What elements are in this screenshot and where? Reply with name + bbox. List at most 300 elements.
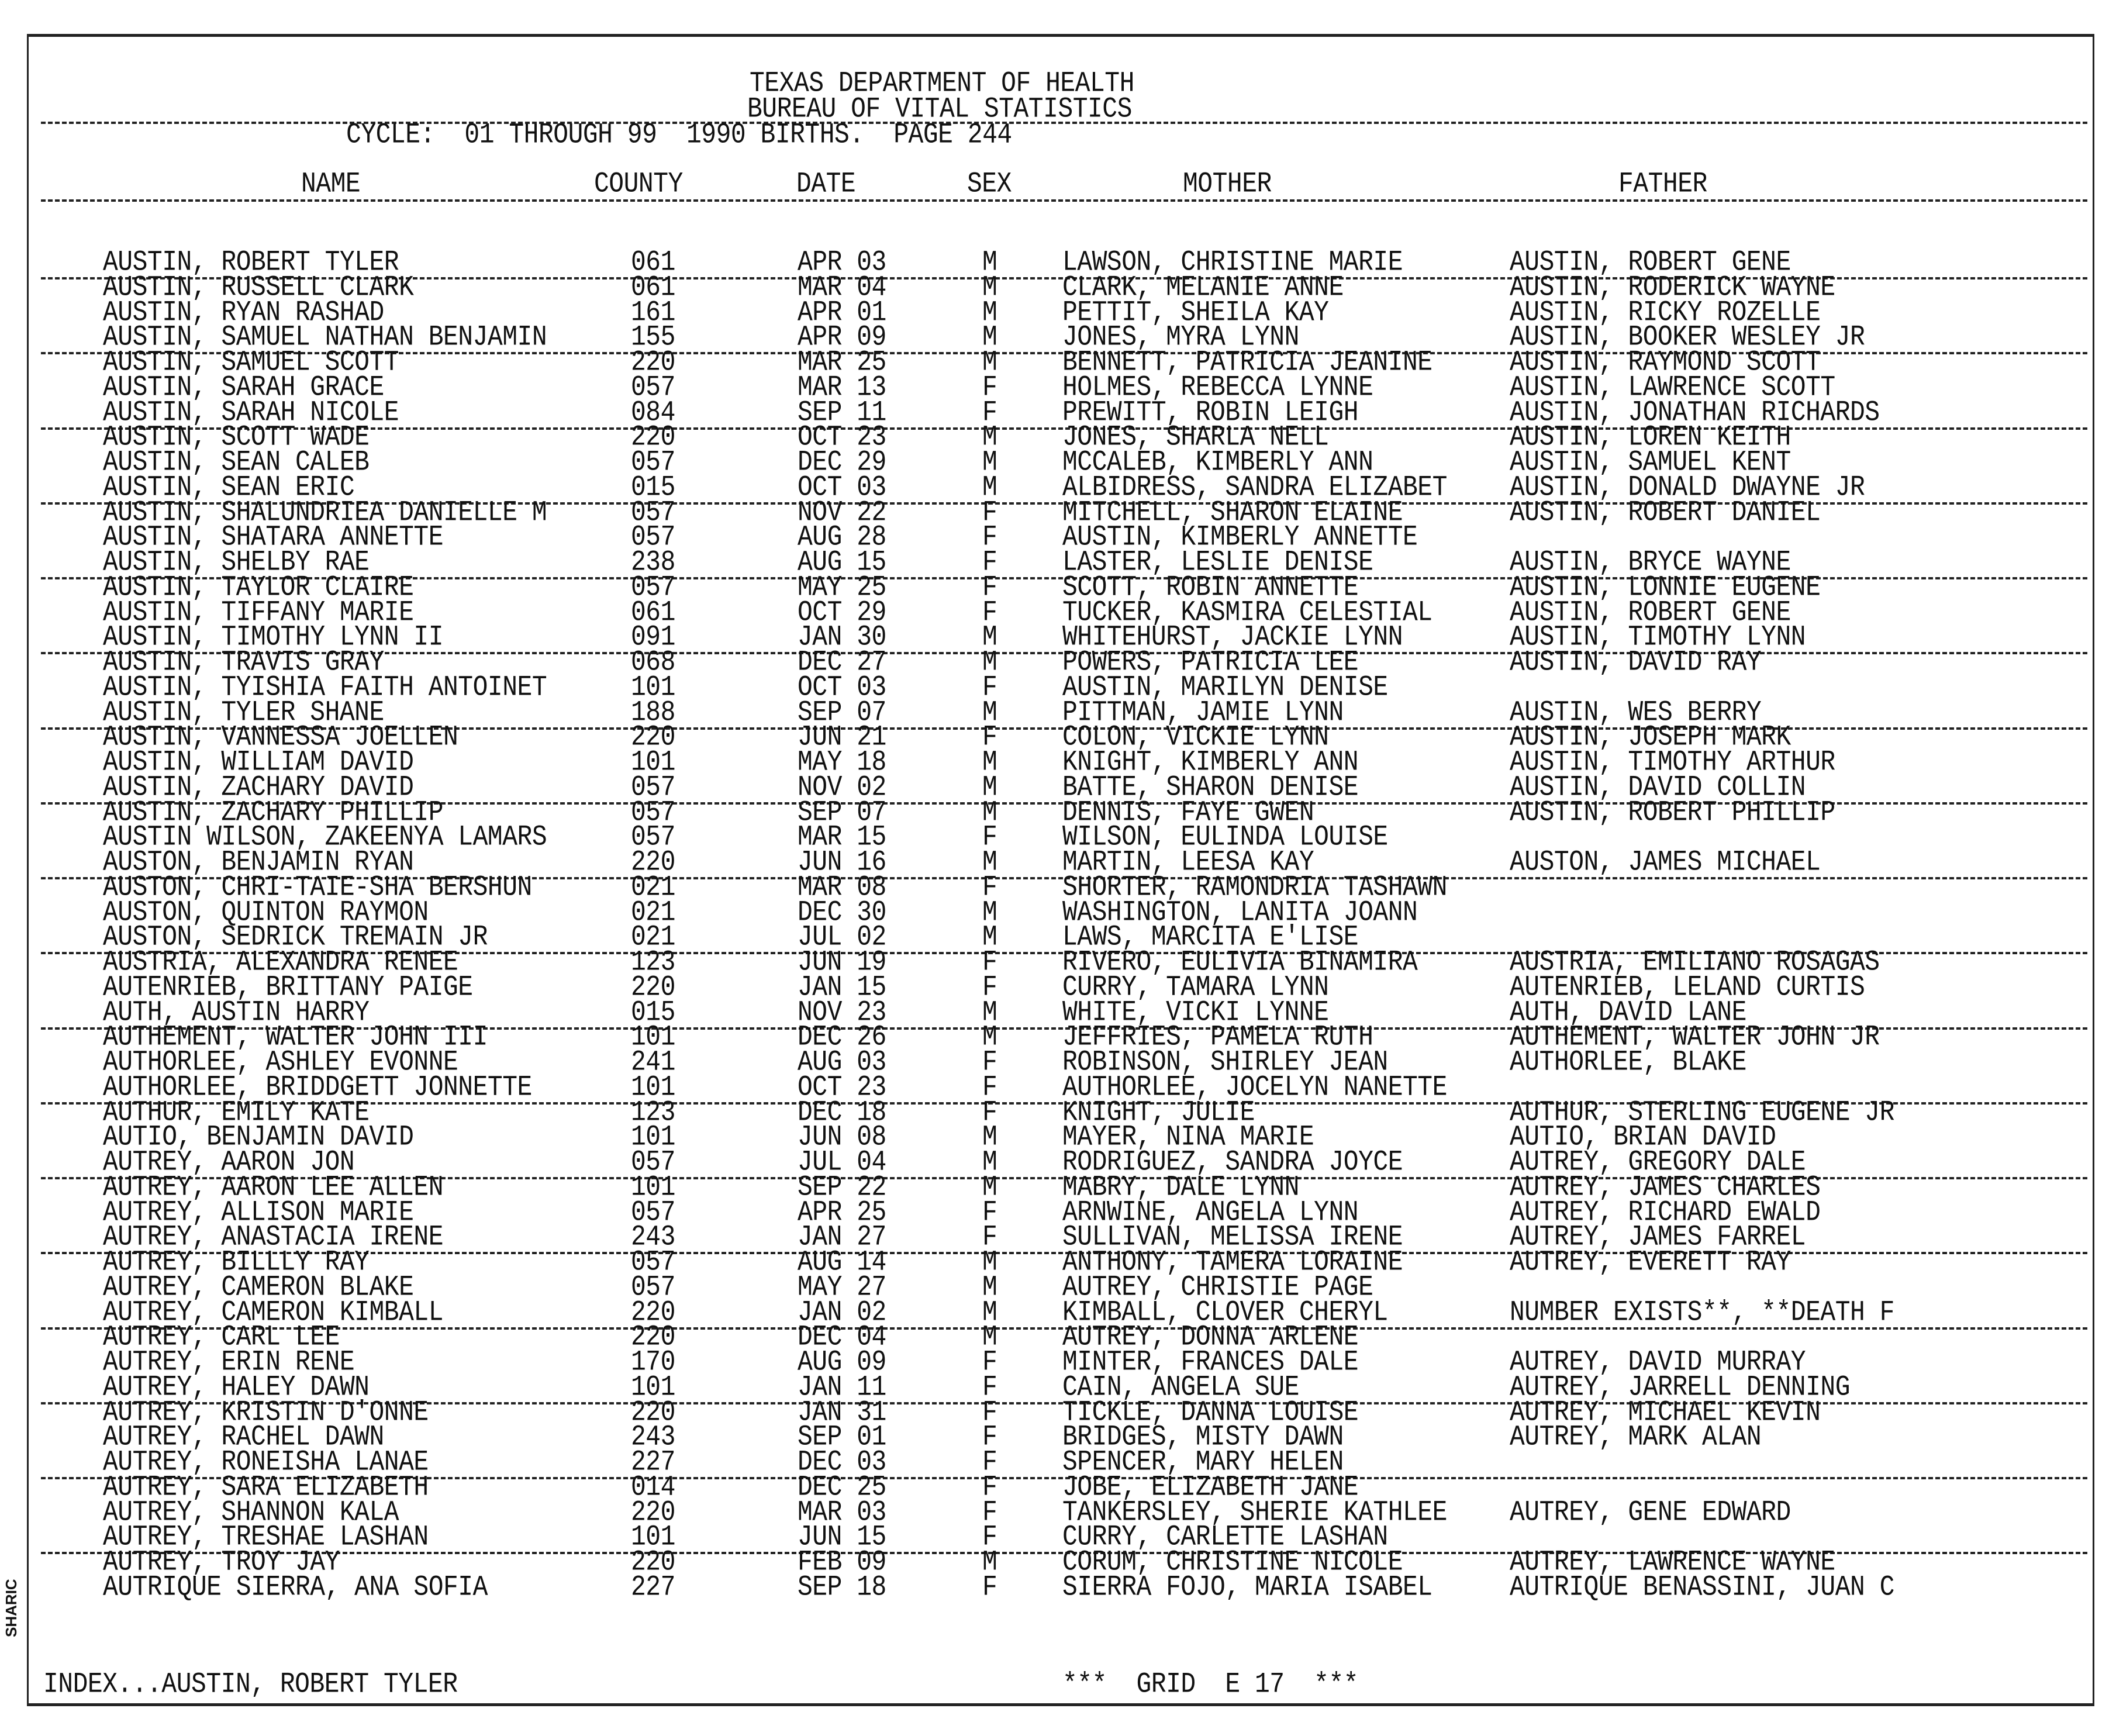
cell-name: AUTREY, AARON JON (103, 1145, 355, 1179)
cell-mother: AUTHORLEE, JOCELYN NANETTE (1062, 1070, 1447, 1104)
cell-name: AUSTIN, SEAN ERIC (103, 470, 355, 504)
cell-mother: COLON, VICKIE LYNN (1062, 720, 1329, 754)
cell-mother: WHITE, VICKI LYNNE (1062, 995, 1329, 1029)
cell-county: 091 (631, 620, 675, 654)
cell-father: AUSTIN, RAYMOND SCOTT (1510, 346, 1821, 379)
column-header-father: FATHER (1618, 167, 1707, 201)
cell-sex: F (982, 945, 997, 979)
cell-father: AUSTIN, ROBERT DANIEL (1510, 495, 1821, 529)
cell-mother: WHITEHURST, JACKIE LYNN (1062, 620, 1403, 654)
cell-mother: WASHINGTON, LANITA JOANN (1062, 895, 1418, 929)
cell-sex: M (982, 845, 997, 879)
cell-date: APR 03 (798, 246, 886, 279)
cell-county: 155 (631, 320, 675, 354)
cell-sex: F (982, 546, 997, 579)
cell-sex: F (982, 870, 997, 904)
cell-mother: TICKLE, DANNA LOUISE (1062, 1395, 1359, 1428)
cell-date: SEP 11 (798, 395, 886, 429)
cell-sex: M (982, 1320, 997, 1354)
cell-name: AUSTIN, SARAH NICOLE (103, 395, 399, 429)
cell-father: AUTIO, BRIAN DAVID (1510, 1120, 1776, 1154)
cell-county: 123 (631, 945, 675, 979)
cell-date: MAY 25 (798, 570, 886, 604)
cell-county: 123 (631, 1095, 675, 1128)
header-bureau: BUREAU OF VITAL STATISTICS (747, 92, 1132, 126)
cell-name: AUTREY, CARL LEE (103, 1320, 340, 1354)
cell-father: AUTREY, GENE EDWARD (1510, 1495, 1791, 1528)
cell-name: AUTHORLEE, BRIDDGETT JONNETTE (103, 1070, 532, 1104)
cell-father: AUTREY, RICHARD EWALD (1510, 1195, 1821, 1228)
cell-date: MAR 13 (798, 370, 886, 404)
cell-name: AUTENRIEB, BRITTANY PAIGE (103, 970, 473, 1004)
cell-name: AUTREY, CAMERON BLAKE (103, 1270, 414, 1304)
cell-sex: M (982, 1270, 997, 1304)
cell-date: SEP 01 (798, 1420, 886, 1454)
cell-date: APR 09 (798, 320, 886, 354)
cell-date: DEC 03 (798, 1445, 886, 1479)
cell-sex: F (982, 1420, 997, 1454)
cell-county: 238 (631, 546, 675, 579)
cell-date: MAY 18 (798, 746, 886, 779)
cell-mother: ALBIDRESS, SANDRA ELIZABET (1062, 470, 1447, 504)
cell-name: AUTIO, BENJAMIN DAVID (103, 1120, 414, 1154)
cell-mother: SCOTT, ROBIN ANNETTE (1062, 570, 1359, 604)
cell-name: AUSTIN, VANNESSA JOELLEN (103, 720, 458, 754)
cell-county: 014 (631, 1470, 675, 1504)
cell-sex: M (982, 1245, 997, 1279)
cell-county: 057 (631, 770, 675, 804)
cell-county: 220 (631, 1395, 675, 1428)
column-header-name: NAME (301, 167, 361, 201)
cell-date: JAN 11 (798, 1370, 886, 1404)
cell-date: NOV 22 (798, 495, 886, 529)
cell-name: AUTHUR, EMILY KATE (103, 1095, 370, 1128)
cell-county: 057 (631, 1270, 675, 1304)
cell-sex: F (982, 1520, 997, 1554)
cell-mother: SPENCER, MARY HELEN (1062, 1445, 1344, 1479)
cell-mother: MITCHELL, SHARON ELAINE (1062, 495, 1403, 529)
cell-name: AUTREY, SHANNON KALA (103, 1495, 399, 1528)
cell-name: AUTREY, HALEY DAWN (103, 1370, 370, 1404)
cell-sex: M (982, 420, 997, 454)
cell-sex: F (982, 1095, 997, 1128)
cell-mother: DENNIS, FAYE GWEN (1062, 795, 1314, 829)
cell-mother: POWERS, PATRICIA LEE (1062, 646, 1359, 679)
cell-date: APR 25 (798, 1195, 886, 1228)
cell-sex: F (982, 720, 997, 754)
cell-name: AUTREY, SARA ELIZABETH (103, 1470, 429, 1504)
cell-date: DEC 18 (798, 1095, 886, 1128)
cell-county: 220 (631, 970, 675, 1004)
cell-sex: M (982, 770, 997, 804)
cell-name: AUTREY, RACHEL DAWN (103, 1420, 384, 1454)
cell-mother: JEFFRIES, PAMELA RUTH (1062, 1020, 1373, 1054)
column-header-divider (41, 199, 2087, 202)
cell-county: 220 (631, 1295, 675, 1328)
cell-father: AUSTIN, BOOKER WESLEY JR (1510, 320, 1865, 354)
cell-father: AUTRIQUE BENASSINI, JUAN C (1510, 1570, 1894, 1604)
cell-sex: M (982, 620, 997, 654)
cell-sex: F (982, 970, 997, 1004)
cell-father: AUTREY, GREGORY DALE (1510, 1145, 1806, 1179)
cell-county: 057 (631, 820, 675, 854)
cell-name: AUSTIN, SCOTT WADE (103, 420, 370, 454)
cell-mother: PETTIT, SHEILA KAY (1062, 295, 1329, 329)
cell-mother: TUCKER, KASMIRA CELESTIAL (1062, 595, 1432, 629)
cell-name: AUSTIN, TIFFANY MARIE (103, 595, 414, 629)
cell-date: SEP 18 (798, 1570, 886, 1604)
cell-date: JUN 16 (798, 845, 886, 879)
cell-mother: TANKERSLEY, SHERIE KATHLEE (1062, 1495, 1447, 1528)
cell-date: MAY 27 (798, 1270, 886, 1304)
cell-date: MAR 03 (798, 1495, 886, 1528)
cell-father: AUTHEMENT, WALTER JOHN JR (1510, 1020, 1880, 1054)
cell-county: 057 (631, 570, 675, 604)
cell-mother: ARNWINE, ANGELA LYNN (1062, 1195, 1359, 1228)
cell-father: AUTREY, MICHAEL KEVIN (1510, 1395, 1821, 1428)
cell-mother: BENNETT, PATRICIA JEANINE (1062, 346, 1432, 379)
cell-mother: JONES, MYRA LYNN (1062, 320, 1299, 354)
cell-name: AUSTIN, WILLIAM DAVID (103, 746, 414, 779)
cell-sex: M (982, 1170, 997, 1204)
cell-date: DEC 27 (798, 646, 886, 679)
cell-father: AUSTIN, TIMOTHY LYNN (1510, 620, 1806, 654)
cell-mother: HOLMES, REBECCA LYNNE (1062, 370, 1373, 404)
cell-sex: F (982, 670, 997, 704)
cell-father: AUSTIN, ROBERT GENE (1510, 246, 1791, 279)
cell-name: AUSTIN, TIMOTHY LYNN II (103, 620, 443, 654)
table-row (0, 1570, 2116, 1604)
cell-father: AUSTIN, LONNIE EUGENE (1510, 570, 1821, 604)
cell-county: 015 (631, 995, 675, 1029)
cell-county: 057 (631, 795, 675, 829)
cell-county: 101 (631, 670, 675, 704)
cell-county: 243 (631, 1220, 675, 1254)
cell-mother: JONES, SHARLA NELL (1062, 420, 1329, 454)
column-header-sex: SEX (967, 167, 1012, 201)
cell-father: AUSTIN, JOSEPH MARK (1510, 720, 1791, 754)
cell-father: NUMBER EXISTS**, **DEATH F (1510, 1295, 1894, 1328)
cell-date: MAR 25 (798, 346, 886, 379)
cell-county: 220 (631, 346, 675, 379)
cell-mother: PREWITT, ROBIN LEIGH (1062, 395, 1359, 429)
cell-name: AUTREY, TRESHAE LASHAN (103, 1520, 429, 1554)
cell-sex: F (982, 595, 997, 629)
cell-father: AUTREY, JAMES FARREL (1510, 1220, 1806, 1254)
cell-mother: AUTREY, CHRISTIE PAGE (1062, 1270, 1373, 1304)
cell-sex: M (982, 1545, 997, 1579)
cell-sex: M (982, 746, 997, 779)
cell-county: 057 (631, 446, 675, 479)
cell-mother: CLARK, MELANIE ANNE (1062, 270, 1344, 304)
cell-mother: RODRIGUEZ, SANDRA JOYCE (1062, 1145, 1403, 1179)
cell-sex: F (982, 520, 997, 554)
cell-mother: ANTHONY, TAMERA LORAINE (1062, 1245, 1403, 1279)
cell-name: AUSTIN, TYLER SHANE (103, 695, 384, 729)
cell-name: AUSTIN, ZACHARY DAVID (103, 770, 414, 804)
cell-county: 084 (631, 395, 675, 429)
cell-date: OCT 23 (798, 420, 886, 454)
cell-date: DEC 30 (798, 895, 886, 929)
cell-date: SEP 07 (798, 795, 886, 829)
cell-county: 057 (631, 1145, 675, 1179)
cell-sex: M (982, 920, 997, 954)
cell-mother: KNIGHT, JULIE (1062, 1095, 1255, 1128)
cell-father: AUTREY, MARK ALAN (1510, 1420, 1762, 1454)
cell-sex: F (982, 1070, 997, 1104)
cell-county: 220 (631, 420, 675, 454)
cell-sex: F (982, 370, 997, 404)
header-agency: TEXAS DEPARTMENT OF HEALTH (750, 67, 1134, 100)
cell-date: SEP 07 (798, 695, 886, 729)
cell-sex: F (982, 1495, 997, 1528)
cell-name: AUSTIN WILSON, ZAKEENYA LAMARS (103, 820, 547, 854)
cell-father: AUTREY, DAVID MURRAY (1510, 1345, 1806, 1379)
cell-date: FEB 09 (798, 1545, 886, 1579)
cell-name: AUTREY, ANASTACIA IRENE (103, 1220, 443, 1254)
cell-name: AUSTON, BENJAMIN RYAN (103, 845, 414, 879)
cell-county: 057 (631, 1245, 675, 1279)
cell-mother: PITTMAN, JAMIE LYNN (1062, 695, 1344, 729)
cell-date: AUG 15 (798, 546, 886, 579)
cell-date: DEC 26 (798, 1020, 886, 1054)
cell-sex: M (982, 446, 997, 479)
cell-name: AUSTIN, TAYLOR CLAIRE (103, 570, 414, 604)
cell-sex: F (982, 570, 997, 604)
cell-sex: F (982, 1370, 997, 1404)
cell-sex: M (982, 695, 997, 729)
cell-father: AUSTIN, RODERICK WAYNE (1510, 270, 1835, 304)
footer-grid: *** GRID E 17 *** (1062, 1668, 1359, 1701)
cell-county: 057 (631, 520, 675, 554)
cell-mother: CURRY, CARLETTE LASHAN (1062, 1520, 1388, 1554)
cell-father: AUSTIN, DAVID RAY (1510, 646, 1762, 679)
cell-county: 161 (631, 295, 675, 329)
cell-name: AUTREY, KRISTIN D'ONNE (103, 1395, 429, 1428)
cell-date: JAN 27 (798, 1220, 886, 1254)
cell-name: AUSTIN, RUSSELL CLARK (103, 270, 414, 304)
footer-index: INDEX...AUSTIN, ROBERT TYLER (43, 1668, 458, 1701)
cell-mother: AUSTIN, KIMBERLY ANNETTE (1062, 520, 1418, 554)
cell-date: JUL 02 (798, 920, 886, 954)
cell-county: 220 (631, 845, 675, 879)
cell-sex: M (982, 470, 997, 504)
cell-sex: M (982, 646, 997, 679)
cell-date: JUL 04 (798, 1145, 886, 1179)
cell-mother: KIMBALL, CLOVER CHERYL (1062, 1295, 1388, 1328)
cell-father: AUSTIN, SAMUEL KENT (1510, 446, 1791, 479)
cell-county: 220 (631, 720, 675, 754)
cell-date: DEC 04 (798, 1320, 886, 1354)
cell-name: AUTH, AUSTIN HARRY (103, 995, 370, 1029)
cell-name: AUTREY, BILLLY RAY (103, 1245, 370, 1279)
cell-name: AUSTIN, ZACHARY PHILLIP (103, 795, 443, 829)
cell-father: AUTH, DAVID LANE (1510, 995, 1746, 1029)
cell-mother: CAIN, ANGELA SUE (1062, 1370, 1299, 1404)
cell-mother: LASTER, LESLIE DENISE (1062, 546, 1373, 579)
cell-county: 220 (631, 1545, 675, 1579)
cell-date: JUN 19 (798, 945, 886, 979)
column-header-mother: MOTHER (1183, 167, 1272, 201)
cell-father: AUSTIN, BRYCE WAYNE (1510, 546, 1791, 579)
cell-mother: BRIDGES, MISTY DAWN (1062, 1420, 1344, 1454)
cell-father: AUSTIN, DAVID COLLIN (1510, 770, 1806, 804)
cell-sex: F (982, 1445, 997, 1479)
cell-mother: SULLIVAN, MELISSA IRENE (1062, 1220, 1403, 1254)
cell-date: JUN 08 (798, 1120, 886, 1154)
cell-father: AUSTIN, LAWRENCE SCOTT (1510, 370, 1835, 404)
cell-mother: AUSTIN, MARILYN DENISE (1062, 670, 1388, 704)
cell-mother: MCCALEB, KIMBERLY ANN (1062, 446, 1373, 479)
cell-mother: MAYER, NINA MARIE (1062, 1120, 1314, 1154)
cell-name: AUSTIN, SHALUNDRIEA DANIELLE M (103, 495, 547, 529)
cell-name: AUSTIN, TRAVIS GRAY (103, 646, 384, 679)
cell-date: JAN 02 (798, 1295, 886, 1328)
cell-date: AUG 03 (798, 1045, 886, 1079)
cell-date: JAN 31 (798, 1395, 886, 1428)
cell-county: 220 (631, 1495, 675, 1528)
cell-sex: M (982, 1120, 997, 1154)
cell-mother: RIVERO, EULIVIA BINAMIRA (1062, 945, 1418, 979)
cell-father: AUTHORLEE, BLAKE (1510, 1045, 1746, 1079)
cell-county: 227 (631, 1570, 675, 1604)
cell-sex: M (982, 1145, 997, 1179)
cell-father: AUTREY, JARRELL DENNING (1510, 1370, 1850, 1404)
cell-mother: SIERRA FOJO, MARIA ISABEL (1062, 1570, 1432, 1604)
cell-date: JUN 21 (798, 720, 886, 754)
cell-mother: WILSON, EULINDA LOUISE (1062, 820, 1388, 854)
cell-county: 220 (631, 1320, 675, 1354)
cell-name: AUTHEMENT, WALTER JOHN III (103, 1020, 488, 1054)
cell-sex: F (982, 495, 997, 529)
cell-county: 101 (631, 746, 675, 779)
cell-name: AUSTIN, SAMUEL SCOTT (103, 346, 399, 379)
cell-father: AUTREY, EVERETT RAY (1510, 1245, 1791, 1279)
cell-mother: MINTER, FRANCES DALE (1062, 1345, 1359, 1379)
cell-county: 188 (631, 695, 675, 729)
cell-date: JUN 15 (798, 1520, 886, 1554)
cell-name: AUSTIN, SEAN CALEB (103, 446, 370, 479)
cell-name: AUTRIQUE SIERRA, ANA SOFIA (103, 1570, 488, 1604)
cell-mother: MARTIN, LEESA KAY (1062, 845, 1314, 879)
cell-county: 101 (631, 1020, 675, 1054)
cell-county: 057 (631, 1195, 675, 1228)
cell-mother: KNIGHT, KIMBERLY ANN (1062, 746, 1359, 779)
cell-date: AUG 14 (798, 1245, 886, 1279)
cell-name: AUSTIN, ROBERT TYLER (103, 246, 399, 279)
cell-name: AUSTIN, SHELBY RAE (103, 546, 370, 579)
cell-county: 227 (631, 1445, 675, 1479)
cell-date: JAN 15 (798, 970, 886, 1004)
cell-mother: LAWSON, CHRISTINE MARIE (1062, 246, 1403, 279)
cell-name: AUTREY, RONEISHA LANAE (103, 1445, 429, 1479)
cell-mother: ROBINSON, SHIRLEY JEAN (1062, 1045, 1388, 1079)
cell-name: AUSTIN, SARAH GRACE (103, 370, 384, 404)
cell-sex: F (982, 820, 997, 854)
cell-sex: M (982, 895, 997, 929)
cell-mother: CORUM, CHRISTINE NICOLE (1062, 1545, 1403, 1579)
cell-county: 101 (631, 1370, 675, 1404)
cell-father: AUSTIN, WES BERRY (1510, 695, 1762, 729)
cell-father: AUSTIN, LOREN KEITH (1510, 420, 1791, 454)
cell-sex: M (982, 320, 997, 354)
cell-father: AUSTIN, ROBERT GENE (1510, 595, 1791, 629)
cycle-line: CYCLE: 01 THROUGH 99 1990 BIRTHS. PAGE 244 (346, 118, 1012, 151)
cell-county: 021 (631, 895, 675, 929)
cell-sex: M (982, 346, 997, 379)
cell-sex: M (982, 270, 997, 304)
cell-date: DEC 25 (798, 1470, 886, 1504)
cell-sex: F (982, 1470, 997, 1504)
cell-father: AUTREY, LAWRENCE WAYNE (1510, 1545, 1835, 1579)
cell-date: OCT 03 (798, 670, 886, 704)
cell-mother: JOBE, ELIZABETH JANE (1062, 1470, 1359, 1504)
cell-father: AUSTIN, JONATHAN RICHARDS (1510, 395, 1880, 429)
cell-date: SEP 22 (798, 1170, 886, 1204)
cell-date: DEC 29 (798, 446, 886, 479)
cell-sex: M (982, 1295, 997, 1328)
cell-county: 021 (631, 870, 675, 904)
cell-date: AUG 28 (798, 520, 886, 554)
cell-date: AUG 09 (798, 1345, 886, 1379)
cell-sex: F (982, 1570, 997, 1604)
cell-county: 101 (631, 1170, 675, 1204)
cell-father: AUTENRIEB, LELAND CURTIS (1510, 970, 1865, 1004)
cell-date: MAR 08 (798, 870, 886, 904)
cell-sex: M (982, 795, 997, 829)
cell-county: 243 (631, 1420, 675, 1454)
cell-county: 061 (631, 595, 675, 629)
cell-sex: F (982, 395, 997, 429)
cell-sex: F (982, 1045, 997, 1079)
cell-date: OCT 23 (798, 1070, 886, 1104)
cell-name: AUTREY, CAMERON KIMBALL (103, 1295, 443, 1328)
cell-date: OCT 03 (798, 470, 886, 504)
cell-father: AUTHUR, STERLING EUGENE JR (1510, 1095, 1894, 1128)
cell-name: AUSTON, QUINTON RAYMON (103, 895, 429, 929)
cell-name: AUSTIN, RYAN RASHAD (103, 295, 384, 329)
cell-county: 101 (631, 1520, 675, 1554)
cell-name: AUSTRIA, ALEXANDRA RENEE (103, 945, 458, 979)
cell-date: NOV 02 (798, 770, 886, 804)
cell-name: AUSTIN, TYISHIA FAITH ANTOINET (103, 670, 547, 704)
cell-county: 241 (631, 1045, 675, 1079)
cell-sex: F (982, 1395, 997, 1428)
cell-name: AUTREY, TROY JAY (103, 1545, 340, 1579)
cell-date: APR 01 (798, 295, 886, 329)
cell-name: AUTREY, ALLISON MARIE (103, 1195, 414, 1228)
cell-date: MAR 15 (798, 820, 886, 854)
cell-county: 101 (631, 1120, 675, 1154)
cell-father: AUSTIN, TIMOTHY ARTHUR (1510, 746, 1835, 779)
cell-county: 068 (631, 646, 675, 679)
cell-mother: AUTREY, DONNA ARLENE (1062, 1320, 1359, 1354)
cell-county: 057 (631, 370, 675, 404)
cell-name: AUSTON, CHRI-TAIE-SHA BERSHUN (103, 870, 532, 904)
cell-name: AUSTIN, SAMUEL NATHAN BENJAMIN (103, 320, 547, 354)
cell-father: AUTREY, JAMES CHARLES (1510, 1170, 1821, 1204)
margin-label: SHARIC (2, 1579, 20, 1637)
cell-sex: M (982, 295, 997, 329)
cell-name: AUTREY, AARON LEE ALLEN (103, 1170, 443, 1204)
cell-mother: MABRY, DALE LYNN (1062, 1170, 1299, 1204)
cell-name: AUTREY, ERIN RENE (103, 1345, 355, 1379)
cell-father: AUSTIN, RICKY ROZELLE (1510, 295, 1821, 329)
cell-mother: CURRY, TAMARA LYNN (1062, 970, 1329, 1004)
cell-father: AUSTRIA, EMILIANO ROSAGAS (1510, 945, 1880, 979)
cell-county: 101 (631, 1070, 675, 1104)
column-header-date: DATE (796, 167, 856, 201)
